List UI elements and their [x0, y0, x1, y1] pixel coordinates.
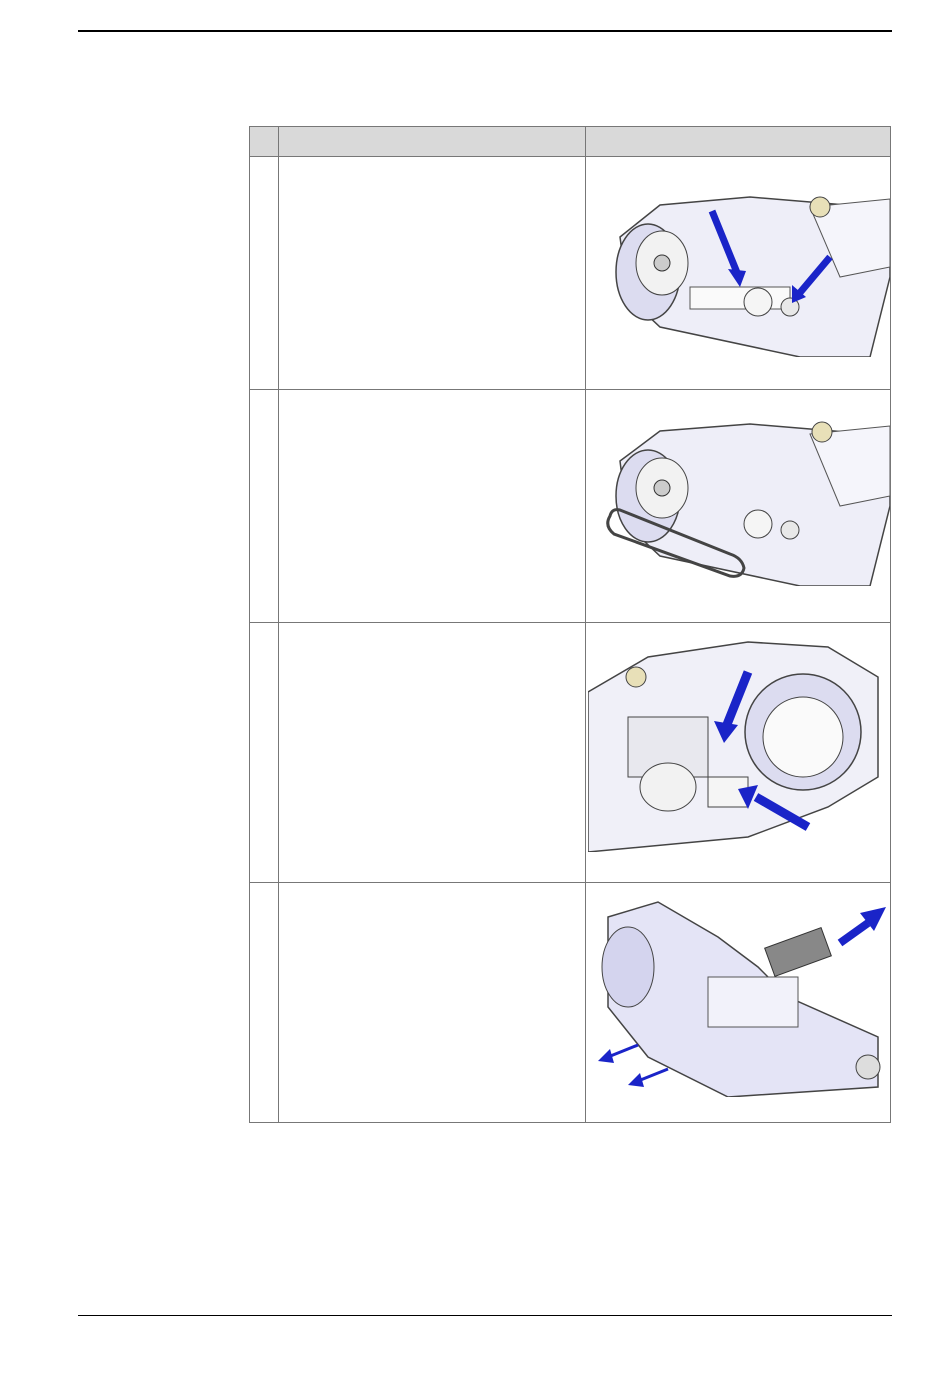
table-row	[250, 623, 890, 883]
step-illustration-cell	[586, 623, 890, 882]
step-illustration-cell	[586, 883, 890, 1122]
header-rule	[78, 30, 892, 32]
step-action	[279, 623, 586, 882]
wrist-housing-belt-removed-icon	[600, 406, 890, 586]
step-action	[279, 390, 586, 622]
header-number	[250, 127, 279, 156]
header-action	[279, 127, 586, 156]
step-illustration-cell	[586, 390, 890, 622]
table-row	[250, 390, 890, 623]
step-illustration-cell	[586, 157, 890, 389]
step-number	[250, 157, 279, 389]
step-action	[279, 157, 586, 389]
motor-bracket-two-arrows-icon	[588, 637, 888, 852]
table-row	[250, 883, 890, 1122]
footer-rule	[78, 1315, 892, 1316]
table-header-row	[250, 127, 890, 157]
table-row	[250, 157, 890, 390]
header-illustration	[586, 127, 890, 156]
step-action	[279, 883, 586, 1122]
procedure-table	[249, 126, 891, 1123]
wrist-housing-two-arrows-icon	[600, 177, 890, 357]
step-number	[250, 623, 279, 882]
step-number	[250, 883, 279, 1122]
motor-removal-icon	[588, 897, 888, 1097]
step-number	[250, 390, 279, 622]
